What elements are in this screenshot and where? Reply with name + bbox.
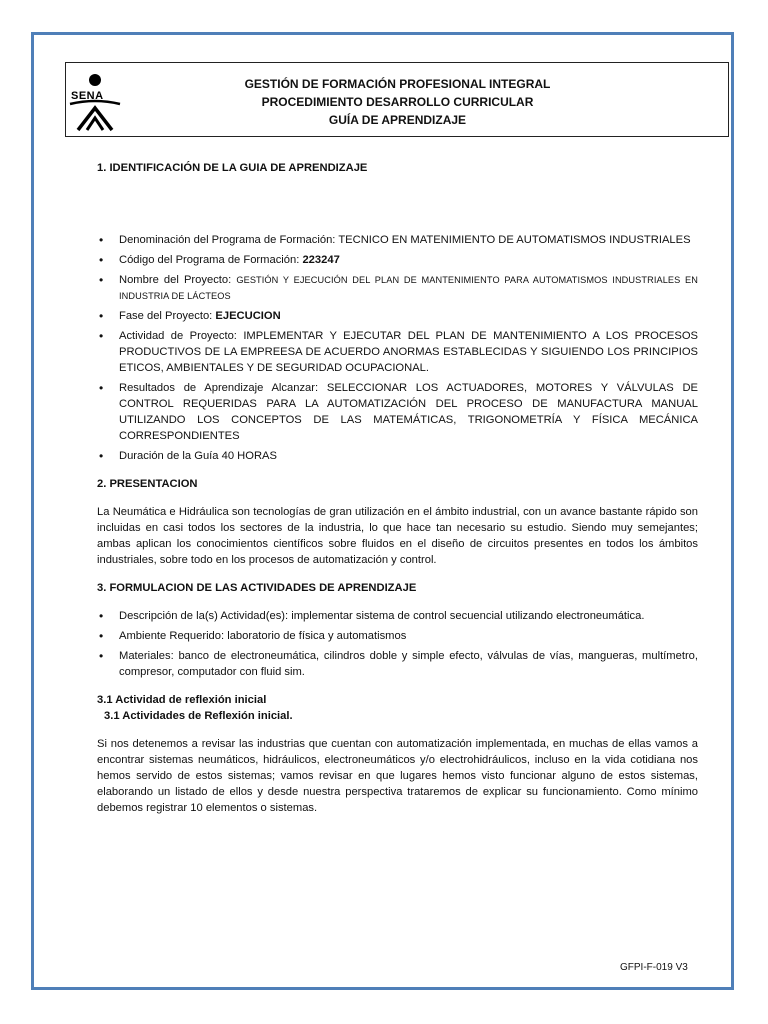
item-label: Duración de la Guía 40 HORAS [119, 450, 277, 462]
item-label: Fase del Proyecto: [119, 310, 213, 322]
item-value: IMPLEMENTAR Y EJECUTAR DEL PLAN DE MANTENIMIENTO A LOS PROCESOS PRODUCTIVOS DE LA EMPREESA DE ACUERDO ANORMAS ESTABLECIDAS Y SIGUIENDO LOS PRINCIPIOS ETICOS, AMBIENTALES Y DE SEGURIDAD OCUPACIONAL. [119, 330, 698, 374]
item-value: GESTIÓN Y EJECUCIÓN DEL PLAN DE MANTENIMIENTO PARA AUTOMATISMOS INDUSTRIALES EN INDUSTRIA DE LÁCTEOS [119, 275, 698, 301]
item-value: 223247 [302, 254, 340, 266]
reflection-text: Si nos detenemos a revisar las industrias que cuentan con automatización implementada, en muchas de ellas vamos a encontrar sistemas neumáticos, hidráulicos, electroneumáticos y/o electrohidráulicos, incluso en la vida cotidiana nos hemos servido de estos sistemas; vamos revisar en que lugares hemos visto funcionar alguno de estos sistemas, elaborando un listado de ellos y desde nuestra perspectiva trataremos de explicar su funcionamiento. Como mínimo debemos registrar 10 elementos o sistemas. [97, 738, 698, 814]
list-item [119, 328, 698, 376]
item-value: SELECCIONAR LOS ACTUADORES, MOTORES Y VÁLVULAS DE CONTROL REQUERIDAS PARA LA AUTOMATIZACIÓN DEL PROCESO DE MANUFACTURA MANUAL UTILIZANDO LOS CONCEPTOS DE LAS MATEMÁTICAS, TRIGONOMETRÍA Y FÍSICA MECÁNICA CORRESPONDIENTES [119, 382, 699, 442]
list-item: • Materiales: banco de electroneumática, cilindros doble y simple efecto, válvulas de vías, mangueras, multímetro, compresor, computador con fluid sim. [119, 648, 698, 680]
header-titles [135, 75, 660, 129]
section-2-title: 2. PRESENTACION [97, 478, 198, 490]
list-item [119, 252, 698, 268]
item-label: Denominación del Programa de Formación: [119, 234, 336, 246]
section-2-text: La Neumática e Hidráulica son tecnologías de gran utilización en el ámbito industrial, con un avance bastante rápido son incluidas en casi todos los sectores de la industria, lo que hace tan necesario su estudio. Siendo muy semejantes; ambas aplican los conocimientos científicos sobre fluidos en el diseño de circuitos presentes en todos los ámbitos industriales, sobre todo en los procesos de automatización y control. [97, 506, 698, 566]
list-item: • Descripción de la(s) Actividad(es): implementar sistema de control secuencial utilizando electroneumática. [119, 608, 698, 624]
header-line-1: GESTIÓN DE FORMACIÓN PROFESIONAL INTEGRAL [244, 77, 551, 91]
sena-logo [68, 72, 128, 134]
item-value: EJECUCION [215, 310, 281, 322]
section-3-title: 3. FORMULACION DE LAS ACTIVIDADES DE APRENDIZAJE [97, 582, 417, 594]
subsection-3-1-heading: 3.1 Actividades de Reflexión inicial. [104, 710, 293, 722]
list-item [119, 380, 698, 444]
activities-list [97, 608, 698, 680]
item-label: Resultados de Aprendizaje Alcanzar: [119, 382, 319, 394]
sena-logo-icon [68, 72, 128, 134]
list-item: • Ambiente Requerido: laboratorio de física y automatismos [119, 628, 698, 644]
list-item [119, 448, 698, 464]
section-1-title: 1. IDENTIFICACIÓN DE LA GUIA DE APRENDIZAJE [97, 162, 368, 174]
form-code: GFPI-F-019 V3 [620, 962, 688, 973]
header-line-2: PROCEDIMIENTO DESARROLLO CURRICULAR [261, 95, 534, 109]
document-body [97, 160, 698, 816]
item-value: TECNICO EN MATENIMIENTO DE AUTOMATISMOS INDUSTRIALES [338, 234, 691, 246]
list-item [119, 232, 698, 248]
logo-text: SENA [71, 90, 104, 102]
header-line-3: GUÍA DE APRENDIZAJE [328, 113, 467, 127]
item-label: Código del Programa de Formación: [119, 254, 300, 266]
identification-list [97, 232, 698, 464]
item-label: Actividad de Proyecto: [119, 330, 237, 342]
list-item [119, 272, 698, 304]
list-item [119, 308, 698, 324]
subsection-3-1-title: 3.1 Actividad de reflexión inicial [97, 694, 267, 706]
item-label: Nombre del Proyecto: [119, 274, 232, 286]
